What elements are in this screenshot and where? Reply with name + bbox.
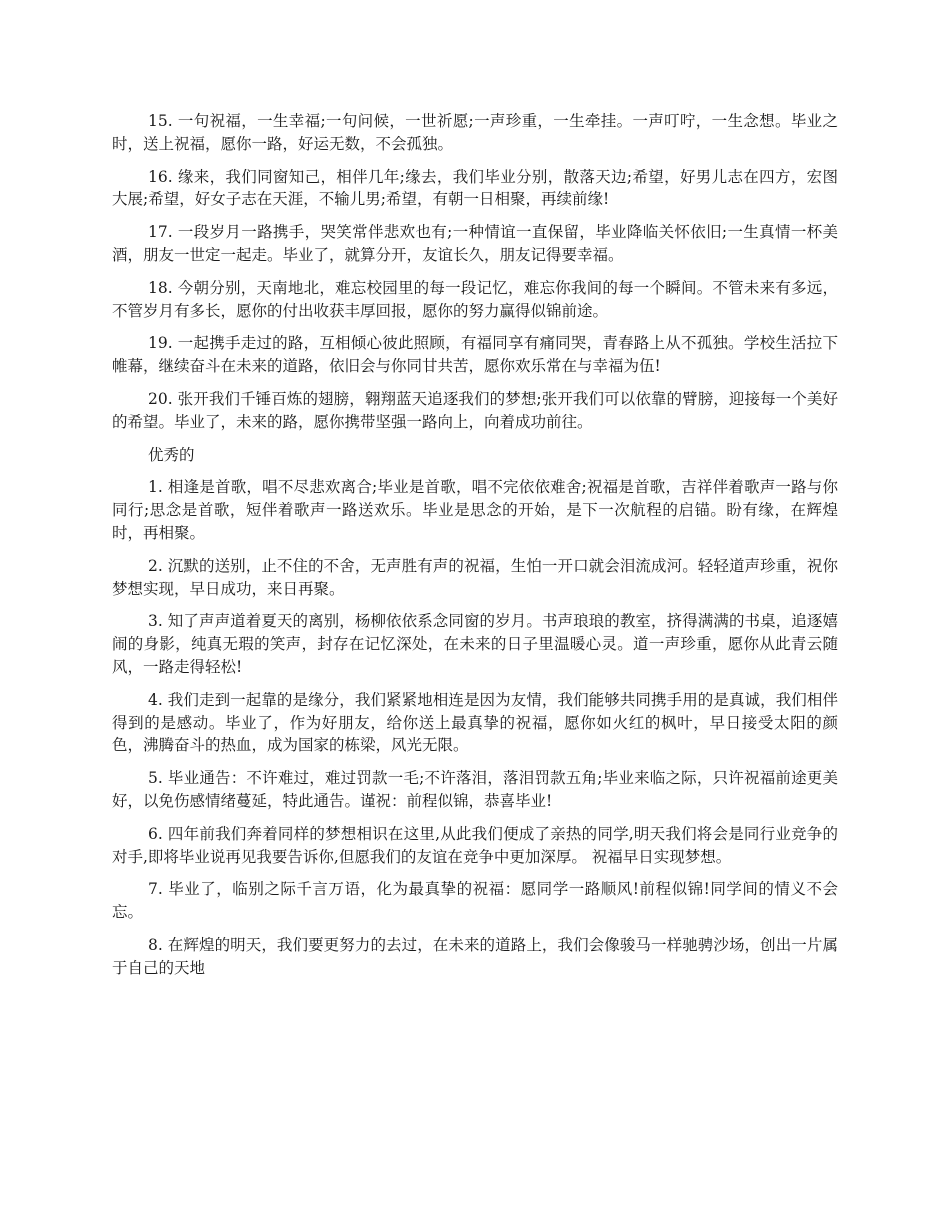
paragraph-20: 20. 张开我们千锤百炼的翅膀，翱翔蓝天追逐我们的梦想;张开我们可以依靠的臂膀，迎接每一个美好的希望。毕业了，未来的路，愿你携带坚强一路向上，向着成功前往。 (112, 389, 838, 431)
document-body (112, 110, 838, 990)
paragraph-1: 1. 相逢是首歌，唱不尽悲欢离合;毕业是首歌，唱不完依依难舍;祝福是首歌，吉祥伴着歌声一路与你同行;思念是首歌，短伴着歌声一路送欢乐。毕业是思念的开始，是下一次航程的启锚。盼有缘，在辉煌时，再相聚。 (112, 478, 838, 542)
paragraph-19: 19. 一起携手走过的路，互相倾心彼此照顾，有福同享有痛同哭，青春路上从不孤独。学校生活拉下帷幕，继续奋斗在未来的道路，依旧会与你同甘共苦，愿你欢乐常在与幸福为伍! (112, 334, 838, 376)
paragraph-18: 18. 今朝分别，天南地北，难忘校园里的每一段记忆，难忘你我间的每一个瞬间。不管未来有多远，不管岁月有多长，愿你的付出收获丰厚回报，愿你的努力赢得似锦前途。 (112, 278, 838, 320)
paragraph-17: 17. 一段岁月一路携手，哭笑常伴悲欢也有;一种情谊一直保留，毕业降临关怀依旧;一生真情一杯美酒，朋友一世定一起走。毕业了，就算分开，友谊长久，朋友记得要幸福。 (112, 223, 838, 264)
section-heading: 优秀的 (148, 445, 195, 464)
paragraph-8: 8. 在辉煌的明天，我们要更努力的去过，在未来的道路上，我们会像骏马一样驰骋沙场，创出一片属于自己的天地 (112, 935, 838, 977)
paragraph-16: 16. 缘来，我们同窗知己，相伴几年;缘去，我们毕业分别，散落天边;希望，好男儿志在四方，宏图大展;希望，好女子志在天涯，不输儿男;希望，有朝一日相聚，再续前缘! (112, 167, 838, 209)
paragraph-2: 2. 沉默的送别，止不住的不舍，无声胜有声的祝福，生怕一开口就会泪流成河。轻轻道声珍重，祝你梦想实现，早日成功，来日再聚。 (112, 556, 838, 598)
paragraph-5: 5. 毕业通告：不许难过，难过罚款一毛;不许落泪，落泪罚款五角;毕业来临之际，只许祝福前途更美好，以免伤感情绪蔓延，特此通告。谨祝：前程似锦，恭喜毕业! (112, 769, 838, 810)
paragraph-3: 3. 知了声声道着夏天的离别，杨柳依依系念同窗的岁月。书声琅琅的教室，挤得满满的书桌，追逐嬉闹的身影，纯真无瑕的笑声，封存在记忆深处，在未来的日子里温暖心灵。道一声珍重，愿你从此青云随风，一路走得轻松! (112, 612, 838, 676)
paragraph-4: 4. 我们走到一起靠的是缘分，我们紧紧地相连是因为友情，我们能够共同携手用的是真诚，我们相伴得到的是感动。毕业了，作为好朋友，给你送上最真挚的祝福，愿你如火红的枫叶，早日接受太阳的颜色，沸腾奋斗的热血，成为国家的栋梁，风光无限。 (112, 690, 838, 755)
paragraph-15: 15. 一句祝福，一生幸福;一句问候，一世祈愿;一声珍重，一生牵挂。一声叮咛，一生念想。毕业之时，送上祝福，愿你一路，好运无数，不会孤独。 (112, 112, 838, 153)
paragraph-6: 6. 四年前我们奔着同样的梦想相识在这里,从此我们便成了亲热的同学,明天我们将会是同行业竞争的对手,即将毕业说再见我要告诉你,但愿我们的友谊在竞争中更加深厚。 祝福早日实现梦想。 (112, 824, 838, 866)
paragraph-7: 7. 毕业了，临别之际千言万语，化为最真挚的祝福：愿同学一路顺风!前程似锦!同学间的情义不会忘。 (112, 880, 838, 922)
